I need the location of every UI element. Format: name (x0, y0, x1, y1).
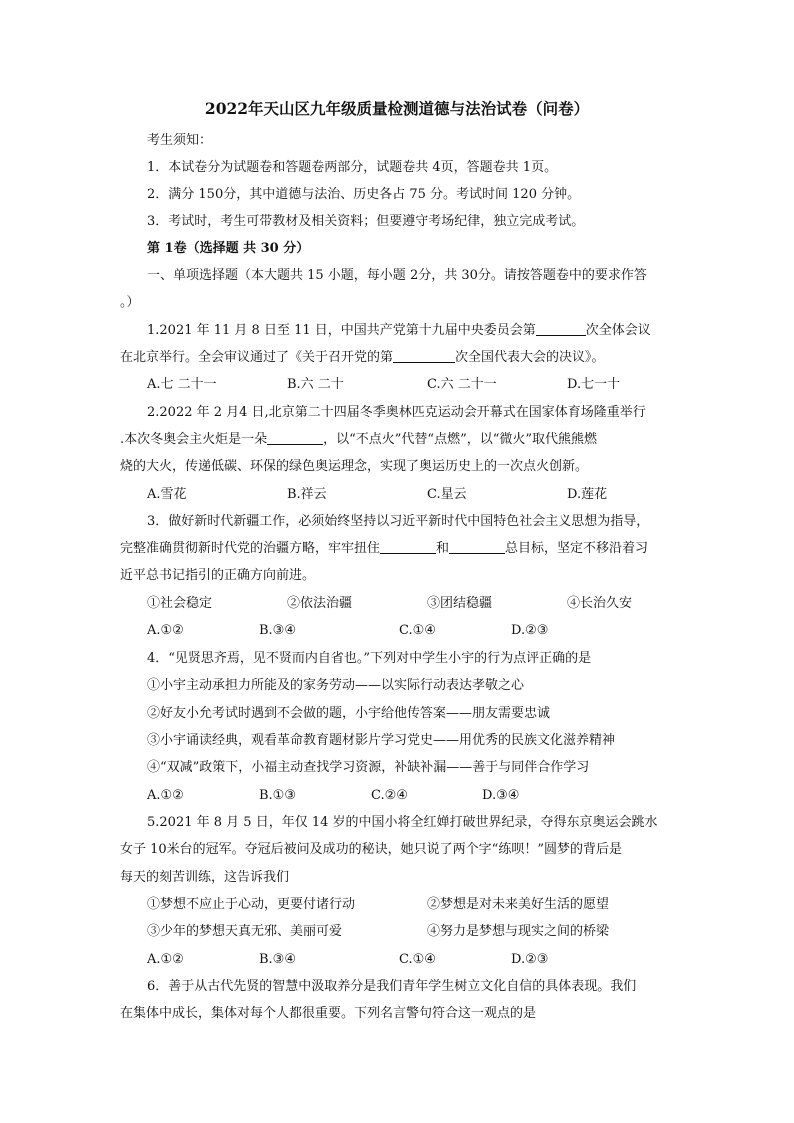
question-2-text-a: .本次冬奥会主火炬是一朵 (120, 432, 268, 447)
option-c: C.①④ (399, 623, 436, 638)
choice-2: ②梦想是对未来美好生活的愿望 (427, 897, 610, 912)
answer-blank (449, 539, 505, 554)
question-2-line-1: 2.2022 年 2 月4 日,北京第二十四届冬季奥林匹克运动会开幕式在国家体育场隆重举行 (147, 405, 646, 420)
question-2-line-3: 烧的大火，传递低碳、环保的绿色奥运理念，实现了奥运历史上的一次点火创新。 (120, 459, 589, 474)
notice-item-2: 2．满分 150分，其中道德与法治、历史各占 75 分。考试时间 120 分钟。 (147, 187, 581, 202)
choice-3: ③团结稳疆 (427, 596, 493, 611)
question-3-line-3: 近平总书记指引的正确方向前进。 (120, 568, 316, 583)
option-a: A.①② (147, 788, 184, 803)
question-5-line-3: 每天的刻苦训练，这告诉我们 (120, 870, 290, 885)
option-b: B.祥云 (287, 487, 327, 502)
section-intro-line-2: 。） (120, 295, 140, 310)
option-b: B.③④ (259, 623, 296, 638)
notice-item-3: 3．考试时，考生可带教材及相关资料；但要遵守考场纪律，独立完成考试。 (147, 214, 585, 229)
question-4-statement-2: ②好友小允考试时遇到不会做的题，小宇给他传答案——朋友需要忠诚 (147, 706, 551, 721)
option-a: A.①② (147, 952, 184, 967)
question-4-statement-1: ①小宇主动承担力所能及的家务劳动——以实际行动表达孝敬之心 (147, 678, 525, 693)
answer-blank (267, 430, 323, 445)
question-1-text-b: 次全体会议 (585, 323, 651, 338)
notice-heading: 考生须知： (147, 133, 213, 148)
option-c: C.①④ (399, 952, 436, 967)
option-a: A.雪花 (147, 487, 187, 502)
option-d: D.②③ (511, 623, 549, 638)
choice-3: ③少年的梦想天真无邪、美丽可爱 (147, 924, 343, 939)
question-3-text-b: 和 (436, 541, 450, 556)
question-6-line-1: 6．善于从古代先贤的智慧中汲取养分是我们青年学生树立文化自信的具体表现。我们 (147, 979, 637, 994)
option-b: B.六 二十 (287, 377, 344, 392)
choice-1: ①社会稳定 (147, 596, 213, 611)
question-5-line-2: 女子 10米台的冠军。夺冠后被问及成功的秘诀，她只说了两个字“练呗！”圆梦的背后是 (120, 842, 622, 857)
question-3-line-1: 3．做好新时代新疆工作，必须始终坚持以习近平新时代中国特色社会主义思想为指导， (147, 514, 650, 529)
notice-item-1: 1．本试卷分为试题卷和答题卷两部分，试题卷共 4页，答题卷共 1页。 (147, 160, 558, 175)
answer-blank (393, 348, 455, 363)
option-d: D.②③ (511, 952, 549, 967)
question-1-text-c: 在北京举行。全会审议通过了《关于召开党的第 (120, 350, 394, 365)
question-2-line-2 (120, 430, 794, 450)
question-5-line-1: 5.2021 年 8 月 5 日，年仅 14 岁的中国小将全红婵打破世界纪录，夺得东京奥运会跳水 (147, 815, 658, 830)
option-d: D.③④ (482, 788, 520, 803)
question-1-line-2 (120, 348, 794, 368)
section-intro-line-1: 一、单项选择题（本大题共 15 小题，每小题 2分，共 30分。请按答题卷中的要求作答 (147, 268, 647, 283)
option-c: C.②④ (371, 788, 408, 803)
choice-4: ④努力是梦想与现实之间的桥梁 (427, 924, 610, 939)
question-4-statement-3: ③小宇诵读经典，观看革命教育题材影片学习党史——用优秀的民族文化滋养精神 (147, 733, 616, 748)
option-a: A.①② (147, 623, 184, 638)
choice-4: ④长治久安 (567, 596, 633, 611)
option-a: A.七 二十一 (147, 377, 217, 392)
option-b: B.①③ (259, 788, 296, 803)
option-c: C.星云 (427, 487, 467, 502)
question-4-line-1: 4．“见贤思齐焉，见不贤而内自省也。”下列对中学生小宇的行为点评正确的是 (147, 651, 592, 666)
question-3-text-a: 完整准确贯彻新时代党的治疆方略，牢牢扭住 (120, 541, 381, 556)
question-1-text-d: 次全国代表大会的决议》。 (455, 350, 605, 365)
question-6-line-2: 在集体中成长，集体对每个人都很重要。下列名言警句符合这一观点的是 (120, 1006, 537, 1021)
question-2-text-b: ，以“不点火”代替“点燃”，以“微火”取代熊熊燃 (323, 432, 598, 447)
answer-blank (380, 539, 436, 554)
question-1-line-1 (147, 321, 794, 341)
page-title: 2022年天山区九年级质量检测道德与法治试卷（问卷） (204, 99, 590, 118)
option-d: D.七一十 (567, 377, 621, 392)
option-c: C.六 二十一 (427, 377, 497, 392)
question-3-text-c: 总目标，坚定不移沿着习 (505, 541, 649, 556)
choice-1: ①梦想不应止于心动，更要付诸行动 (147, 897, 356, 912)
choice-2: ②依法治疆 (287, 596, 353, 611)
answer-blank (536, 321, 586, 336)
question-4-statement-4: ④“双减”政策下，小福主动查找学习资源，补缺补漏——善于与同伴合作学习 (147, 760, 590, 775)
section-title: 第 1卷（选择题 共 30 分） (147, 241, 310, 256)
question-1-text-a: 1.2021 年 11 月 8 日至 11 日，中国共产党第十九届中央委员会第 (147, 323, 536, 338)
question-3-line-2 (120, 539, 794, 559)
option-d: D.莲花 (567, 487, 608, 502)
option-b: B.③④ (259, 952, 296, 967)
